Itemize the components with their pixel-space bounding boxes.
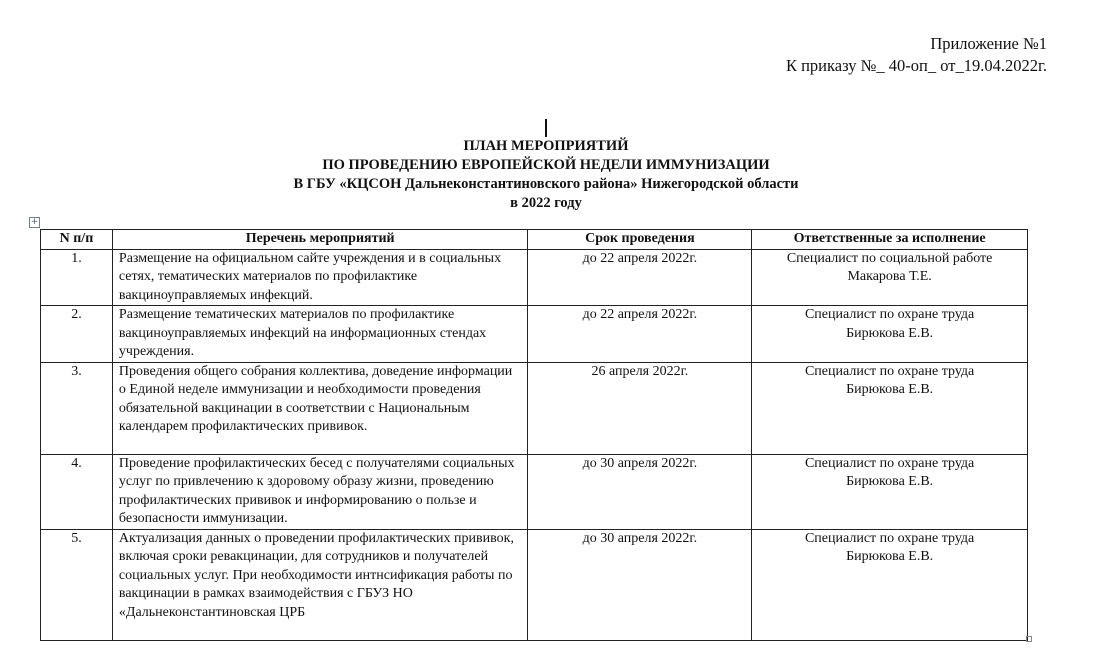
responsible-name: Бирюкова Е.В. bbox=[846, 474, 934, 489]
title-line-3: В ГБУ «КЦСОН Дальнеконстантиновского района» Нижегородской области bbox=[293, 176, 799, 192]
row-num: 4. bbox=[41, 454, 113, 529]
row-deadline: до 30 апреля 2022г. bbox=[528, 529, 752, 640]
plan-table bbox=[40, 229, 1028, 641]
table-row bbox=[41, 529, 1028, 640]
responsible-name: Бирюкова Е.В. bbox=[846, 549, 934, 564]
row-responsible bbox=[752, 249, 1028, 306]
table-row bbox=[41, 306, 1028, 363]
header-deadline: Срок проведения bbox=[528, 230, 752, 250]
row-activity: Размещение на официальном сайте учреждения и в социальных сетях, тематических материалов по профилактике вакциноуправляемых инфекций. bbox=[112, 249, 528, 306]
row-responsible bbox=[752, 454, 1028, 529]
row-num: 1. bbox=[41, 249, 113, 306]
responsible-role: Специалист по охране труда bbox=[804, 530, 975, 546]
header-num: N п/п bbox=[41, 230, 113, 250]
responsible-role: Специалист по социальной работе bbox=[786, 250, 993, 266]
responsible-role: Специалист по охране труда bbox=[804, 455, 975, 471]
responsible-name: Бирюкова Е.В. bbox=[846, 325, 934, 341]
row-activity: Проведение профилактических бесед с получателями социальных услуг по привлечению к здоровому образу жизни, проведению профилактических прививок и информированию о пользе и безопасности иммунизации. bbox=[112, 454, 528, 529]
row-activity: Проведения общего собрания коллектива, доведение информации о Единой неделе иммунизации и необходимости проведения обязательной вакцинации в соответствии с Национальным календарем профилактических прививок. bbox=[112, 362, 528, 454]
table-row bbox=[41, 362, 1028, 454]
table-resize-handle-icon[interactable] bbox=[1026, 636, 1032, 642]
title-line-1: ПЛАН МЕРОПРИЯТИЙ bbox=[463, 138, 629, 154]
appendix-header bbox=[786, 33, 1047, 77]
row-deadline: 26 апреля 2022г. bbox=[528, 362, 752, 454]
title-line-2: ПО ПРОВЕДЕНИЮ ЕВРОПЕЙСКОЙ НЕДЕЛИ ИММУНИЗАЦИИ bbox=[322, 157, 770, 173]
row-num: 5. bbox=[41, 529, 113, 640]
header-activity: Перечень мероприятий bbox=[112, 230, 528, 250]
row-activity: Размещение тематических материалов по профилактике вакциноуправляемых инфекций на информационных стендах учреждения. bbox=[112, 306, 528, 363]
table-header-row bbox=[41, 230, 1028, 250]
row-deadline: до 22 апреля 2022г. bbox=[528, 306, 752, 363]
row-responsible bbox=[752, 529, 1028, 640]
responsible-name: Макарова Т.Е. bbox=[847, 269, 932, 284]
table-row bbox=[41, 249, 1028, 306]
title-line-4: в 2022 году bbox=[510, 195, 582, 211]
header-responsible: Ответственные за исполнение bbox=[752, 230, 1028, 250]
row-activity: Актуализация данных о проведении профилактических прививок, включая сроки ревакцинации, для сотрудников и получателей социальных услуг. При необходимости интнсификация работы по вакцинации в рамках взаимодействия с ГБУЗ НО «Дальнеконстантиновская ЦРБ bbox=[112, 529, 528, 640]
responsible-name: Бирюкова Е.В. bbox=[846, 382, 934, 397]
order-reference: К приказу №_ 40-оп_ от_19.04.2022г. bbox=[785, 56, 1047, 75]
row-num: 3. bbox=[41, 362, 113, 454]
appendix-number: Приложение №1 bbox=[930, 34, 1047, 53]
table-move-handle-icon[interactable]: + bbox=[30, 217, 39, 227]
row-deadline: до 22 апреля 2022г. bbox=[528, 249, 752, 306]
row-num: 2. bbox=[41, 306, 113, 363]
row-deadline: до 30 апреля 2022г. bbox=[528, 454, 752, 529]
responsible-role: Специалист по охране труда bbox=[804, 363, 975, 379]
row-responsible bbox=[752, 362, 1028, 454]
text-cursor bbox=[545, 119, 547, 137]
row-responsible bbox=[752, 306, 1028, 363]
document-title bbox=[0, 137, 1092, 213]
responsible-role: Специалист по охране труда bbox=[804, 307, 975, 322]
table-row bbox=[41, 454, 1028, 529]
